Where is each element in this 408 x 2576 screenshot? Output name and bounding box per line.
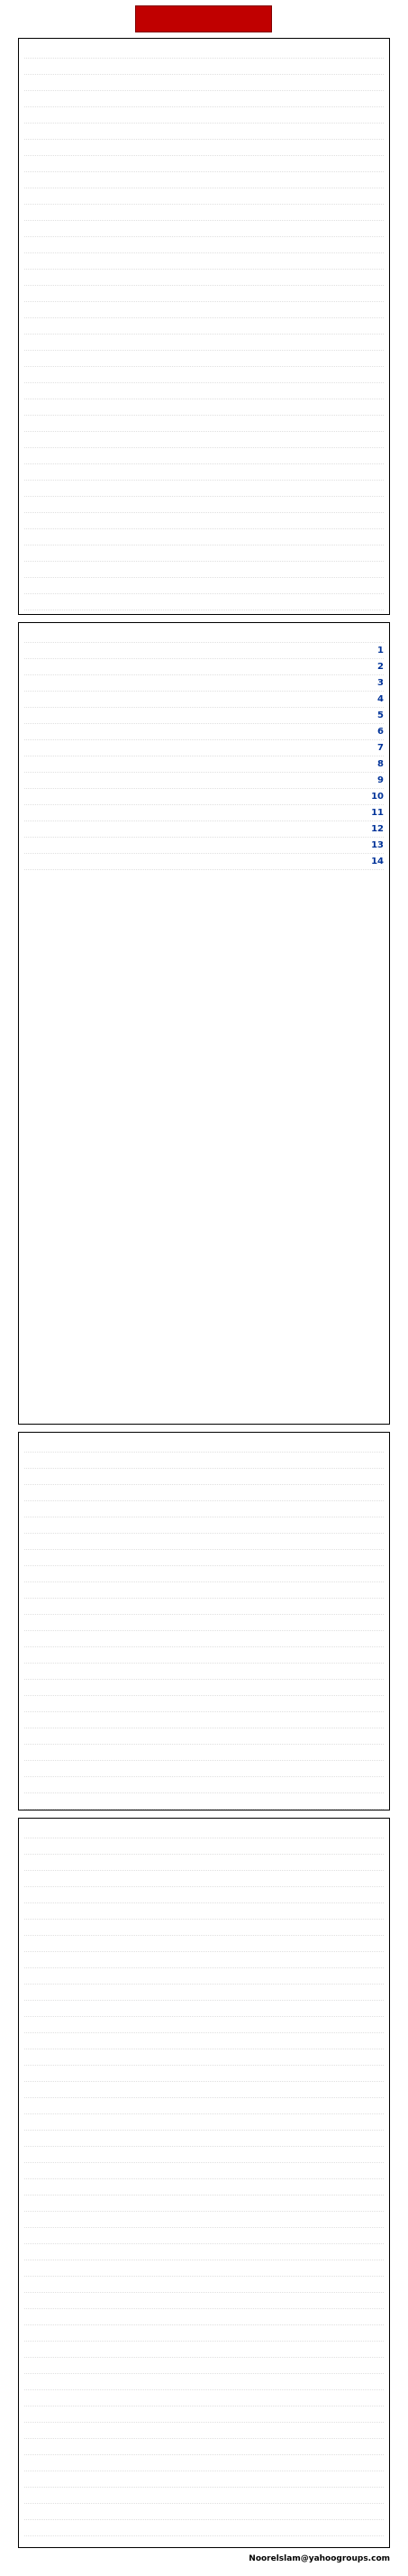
text-line	[24, 2196, 384, 2212]
commentary-section	[18, 1432, 390, 1811]
text-line	[24, 2066, 384, 2082]
text-line	[24, 2293, 384, 2309]
text-line	[24, 318, 384, 335]
text-line	[24, 221, 384, 237]
hadith-item	[24, 724, 384, 740]
hadith-number: 2	[377, 662, 384, 672]
text-line	[24, 1903, 384, 1920]
text-line	[24, 2260, 384, 2277]
text-line	[24, 2536, 384, 2548]
hadith-number: 10	[371, 792, 384, 802]
text-line	[24, 42, 384, 59]
text-line	[24, 91, 384, 107]
text-line	[24, 2455, 384, 2471]
hadith-item	[24, 659, 384, 675]
hadith-item	[24, 838, 384, 854]
text-line	[24, 1647, 384, 1664]
text-line	[24, 188, 384, 205]
text-line	[24, 2439, 384, 2455]
hadith-item	[24, 692, 384, 708]
text-line	[24, 2163, 384, 2179]
text-line	[24, 1436, 384, 1453]
text-line	[24, 562, 384, 578]
text-line	[24, 1712, 384, 1728]
hadith-number: 11	[371, 808, 384, 818]
hadith-item	[24, 740, 384, 756]
text-line	[24, 529, 384, 545]
text-line	[24, 2001, 384, 2017]
text-line	[24, 513, 384, 529]
text-line	[24, 594, 384, 610]
text-line	[24, 1838, 384, 1855]
text-line	[24, 2520, 384, 2536]
text-line	[24, 2488, 384, 2504]
text-line	[24, 2033, 384, 2049]
text-line	[24, 1631, 384, 1647]
text-line	[24, 481, 384, 497]
text-line	[24, 2114, 384, 2131]
text-line	[24, 2049, 384, 2066]
text-line	[24, 270, 384, 286]
text-line	[24, 2244, 384, 2260]
text-line	[24, 1822, 384, 1838]
text-line	[24, 1871, 384, 1887]
text-line	[24, 286, 384, 302]
hadith-number: 14	[371, 857, 384, 866]
text-line	[24, 1936, 384, 1952]
text-line	[24, 1469, 384, 1485]
hadith-item	[24, 675, 384, 692]
text-line	[24, 1920, 384, 1936]
text-line	[24, 2098, 384, 2114]
hadith-number: 5	[377, 710, 384, 720]
text-line	[24, 107, 384, 124]
hadith-number: 8	[377, 759, 384, 769]
text-line	[24, 1855, 384, 1871]
text-line	[24, 448, 384, 464]
text-line	[24, 1453, 384, 1469]
text-line	[24, 399, 384, 416]
hadith-intro	[24, 627, 384, 643]
text-line	[24, 1550, 384, 1566]
text-line	[24, 1599, 384, 1615]
text-line	[24, 383, 384, 399]
text-line	[24, 432, 384, 448]
text-line	[24, 2342, 384, 2358]
text-line	[24, 1664, 384, 1680]
text-line	[24, 172, 384, 188]
text-line	[24, 1728, 384, 1745]
text-line	[24, 1566, 384, 1582]
text-line	[24, 2147, 384, 2163]
text-line	[24, 140, 384, 156]
hadith-item	[24, 756, 384, 773]
text-line	[24, 302, 384, 318]
text-line	[24, 1793, 384, 1810]
text-line	[24, 1582, 384, 1599]
text-line	[24, 367, 384, 383]
hadith-number: 3	[377, 678, 384, 688]
text-line	[24, 335, 384, 351]
text-line	[24, 2358, 384, 2374]
hadith-item	[24, 789, 384, 805]
text-line	[24, 2131, 384, 2147]
text-line	[24, 2277, 384, 2293]
text-line	[24, 2309, 384, 2325]
hadith-item	[24, 805, 384, 821]
hadith-section	[18, 622, 390, 1425]
text-line	[24, 2471, 384, 2488]
text-line	[24, 2390, 384, 2406]
intro-section	[18, 38, 390, 615]
text-line	[24, 610, 384, 615]
text-line	[24, 2406, 384, 2423]
text-line	[24, 545, 384, 562]
hadith-number: 13	[371, 840, 384, 850]
hadith-item	[24, 854, 384, 870]
text-line	[24, 1534, 384, 1550]
hadith-list	[24, 643, 384, 870]
text-line	[24, 1761, 384, 1777]
hadith-item	[24, 773, 384, 789]
text-line	[24, 1968, 384, 1985]
text-line	[24, 1501, 384, 1517]
text-line	[24, 351, 384, 367]
text-line	[24, 237, 384, 253]
hadith-item	[24, 821, 384, 838]
text-line	[24, 59, 384, 75]
text-line	[24, 2423, 384, 2439]
text-line	[24, 2504, 384, 2520]
text-line	[24, 2179, 384, 2196]
hadith-number: 9	[377, 775, 384, 785]
text-line	[24, 124, 384, 140]
text-line	[24, 75, 384, 91]
text-line	[24, 2017, 384, 2033]
text-line	[24, 416, 384, 432]
text-line	[24, 578, 384, 594]
text-line	[24, 1745, 384, 1761]
text-line	[24, 1680, 384, 1696]
text-line	[24, 1696, 384, 1712]
text-line	[24, 2325, 384, 2342]
text-line	[24, 156, 384, 172]
text-line	[24, 2374, 384, 2390]
text-line	[24, 464, 384, 481]
hadith-number: 6	[377, 727, 384, 737]
text-line	[24, 1777, 384, 1793]
text-line	[24, 2082, 384, 2098]
text-line	[24, 205, 384, 221]
text-line	[24, 1615, 384, 1631]
page-title	[135, 5, 272, 32]
text-line	[24, 1952, 384, 1968]
text-line	[24, 2212, 384, 2228]
hadith-number: 4	[377, 694, 384, 704]
hadith-item	[24, 643, 384, 659]
text-line	[24, 1517, 384, 1534]
text-line	[24, 1985, 384, 2001]
hadith-number: 12	[371, 824, 384, 834]
hadith-item	[24, 708, 384, 724]
text-line	[24, 1485, 384, 1501]
hadith-number: 7	[377, 743, 384, 753]
closing-section	[18, 1818, 390, 2548]
text-line	[24, 2228, 384, 2244]
text-line	[24, 497, 384, 513]
text-line	[24, 253, 384, 270]
text-line	[24, 1887, 384, 1903]
hadith-number: 1	[377, 646, 384, 655]
footer-email: Noorelslam@yahoogroups.com	[249, 2554, 390, 2563]
